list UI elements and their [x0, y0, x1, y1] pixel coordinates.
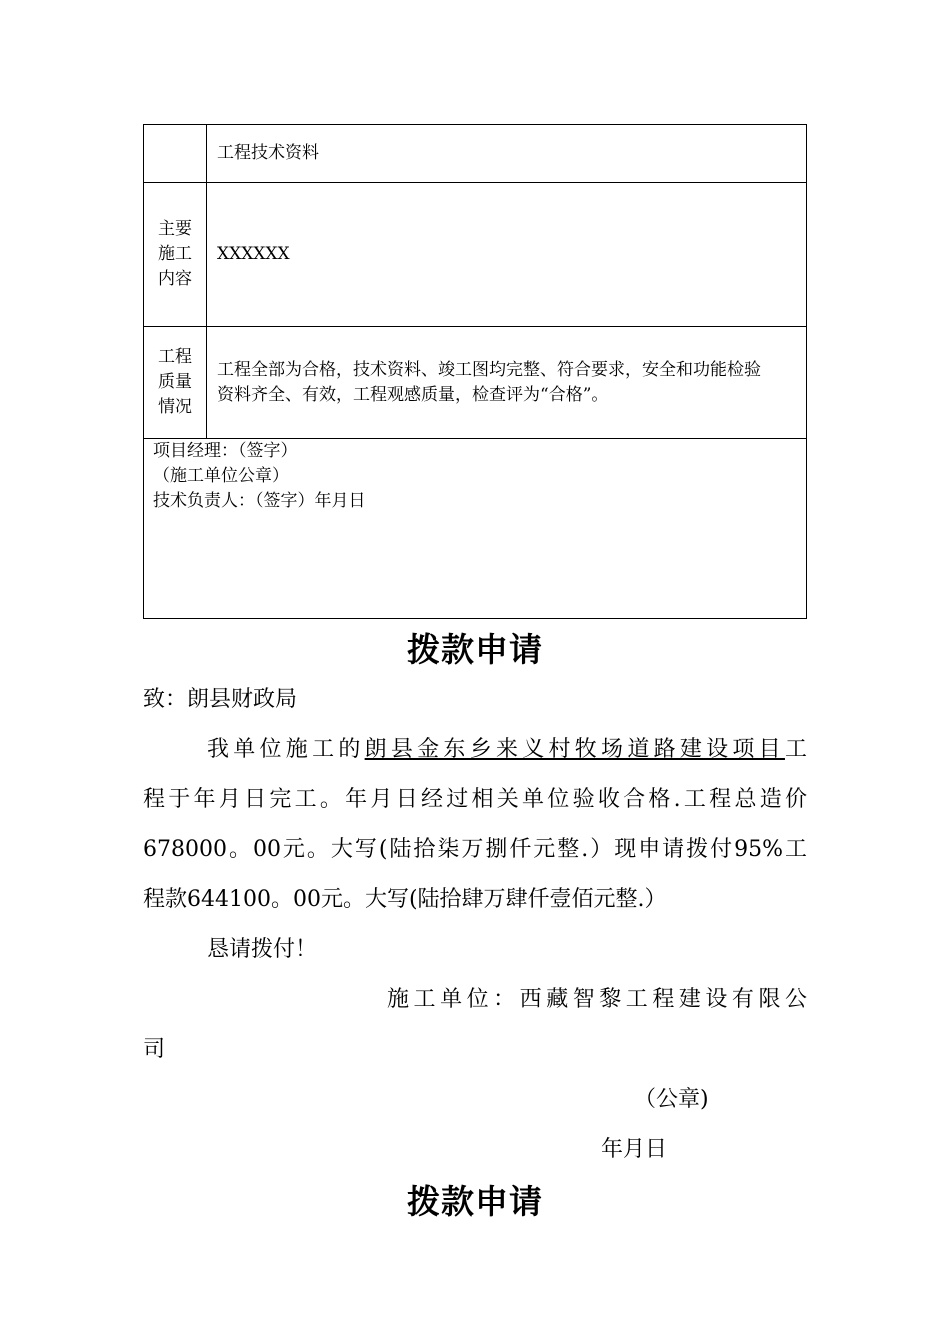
- request-line: 恳请拨付！: [207, 937, 318, 962]
- table-row: [144, 327, 807, 439]
- main-construction-label: 主要 施工 内容: [144, 183, 207, 327]
- body-line-3: 678000。00元。大写(陆拾柒万捌仟元整.）现申请拨付95%工: [143, 837, 807, 862]
- body-line-1: 我单位施工的朗县金东乡来义村牧场道路建设项目工: [207, 737, 807, 762]
- seal-line: （公章): [634, 1087, 709, 1112]
- project-manager-signature: 项目经理：（签字）: [153, 441, 298, 461]
- main-construction-content: XXXXXX: [207, 183, 807, 327]
- table-row: [144, 183, 807, 327]
- next-letter-title: 拨款申请: [407, 1182, 543, 1221]
- signature-cell: [144, 439, 807, 619]
- project-name: 朗县金东乡来义村牧场道路建设项目: [364, 737, 785, 762]
- letter-title: 拨款申请: [407, 630, 543, 669]
- body-line-4: 程款644100。00元。大写(陆拾肆万肆仟壹佰元整.）: [143, 887, 667, 912]
- table-row: [144, 439, 807, 619]
- technical-lead-signature: 技术负责人：（签字）年月日: [153, 491, 366, 511]
- construction-unit-seal: （施工单位公章）: [153, 466, 289, 486]
- recipient-line: 致：朗县财政局: [143, 687, 298, 712]
- body-line-2: 程于年月日完工。年月日经过相关单位验收合格.工程总造价: [143, 787, 807, 812]
- construction-unit-line: 施工单位：西藏智黎工程建设有限公: [387, 987, 807, 1012]
- table-label-cell-empty: [144, 125, 207, 183]
- date-line: 年月日: [601, 1137, 668, 1162]
- construction-unit-line-2: 司: [143, 1037, 166, 1062]
- acceptance-table: [143, 124, 807, 619]
- table-row: [144, 125, 807, 183]
- technical-data-cell: 工程技术资料: [207, 125, 807, 183]
- quality-label: 工程 质量 情况: [144, 327, 207, 439]
- quality-content: 工程全部为合格，技术资料、竣工图均完整、符合要求，安全和功能检验 资料齐全、有效，工程观感质量，检查评为“合格”。: [207, 327, 807, 439]
